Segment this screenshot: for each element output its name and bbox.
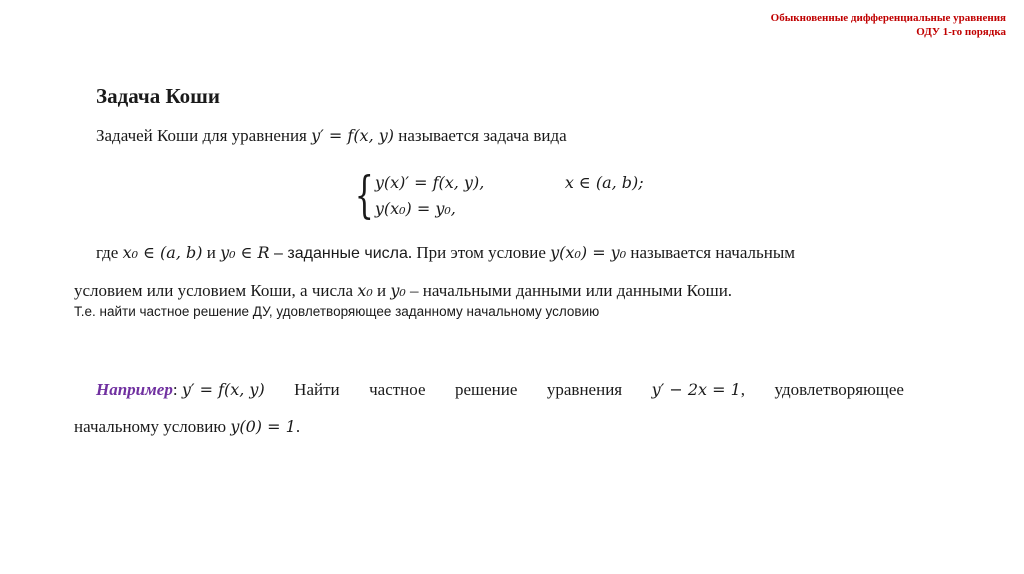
system-row-2: y(x₀) = y₀,: [374, 198, 456, 218]
system-row-1: [375, 171, 644, 193]
example-line-2-text: начальному условию: [74, 417, 231, 436]
in-interval: ∈ (a, b): [138, 243, 203, 262]
example-eq-1: y′ = f(x, y): [181, 380, 265, 399]
example-word-1: Найти: [294, 380, 340, 399]
example-line-2: [74, 408, 904, 445]
example-line-1: [74, 371, 904, 408]
condition-text: . При этом условие: [407, 243, 551, 262]
example-label: Например: [96, 380, 173, 399]
system-row-1-lhs: y(x)′ = f(x, y),: [374, 172, 485, 192]
example-eq-2-group: [652, 371, 745, 408]
example-paragraph: [74, 371, 904, 445]
header-line-2: ОДУ 1-го порядка: [916, 26, 1006, 38]
example-word-4: уравнения: [546, 380, 623, 399]
system-rows: [375, 171, 644, 219]
example-word-3: решение: [454, 380, 518, 399]
cauchy-system: [342, 166, 644, 224]
slide-header-note: [771, 11, 1006, 39]
line2-text-a: условием или условием Коши, а числа: [74, 281, 358, 300]
initial-condition-eq: y(x₀) = y₀: [550, 243, 627, 262]
example-word-6: удовлетворяющее: [774, 380, 904, 399]
description-line-1: [74, 234, 904, 272]
given-numbers-text: – заданные числа: [269, 245, 408, 262]
y0-symbol: y₀: [220, 243, 236, 262]
example-eq-2: y′ − 2x = 1: [651, 380, 741, 399]
header-line-1: Обыкновенные дифференциальные уравнения: [770, 12, 1006, 24]
intro-text-before: Задачей Коши для уравнения: [96, 126, 312, 145]
word-and: и: [202, 243, 221, 262]
note-text: Т.е. найти частное решение ДУ, удовлетворяющее заданному начальному условию: [74, 304, 600, 319]
x0-symbol-2: x₀: [357, 281, 373, 300]
example-word-2: частное: [369, 380, 426, 399]
intro-text-after: называется задача вида: [394, 126, 567, 145]
left-brace: {: [354, 166, 374, 224]
example-eq-3: y(0) = 1: [230, 417, 296, 436]
called-text: называется начальным: [626, 243, 796, 262]
example-lead: [96, 371, 265, 408]
x0-symbol: x₀: [122, 243, 139, 262]
y0-symbol-2: y₀: [390, 281, 406, 300]
line2-text-b: – начальными данными или данными Коши.: [405, 281, 733, 300]
intro-paragraph: [96, 126, 567, 146]
word-where: где: [96, 243, 123, 262]
example-comma: ,: [740, 380, 746, 399]
example-colon: :: [172, 380, 182, 399]
intro-equation: y′ = f(x, y): [311, 126, 395, 145]
system-row-1-rhs: x ∈ (a, b);: [564, 172, 644, 192]
word-and-2: и: [372, 281, 391, 300]
example-end: .: [295, 417, 301, 436]
description-paragraph: [74, 234, 904, 309]
in-R: ∈ R: [235, 243, 270, 262]
slide-title: Задача Коши: [96, 84, 220, 108]
